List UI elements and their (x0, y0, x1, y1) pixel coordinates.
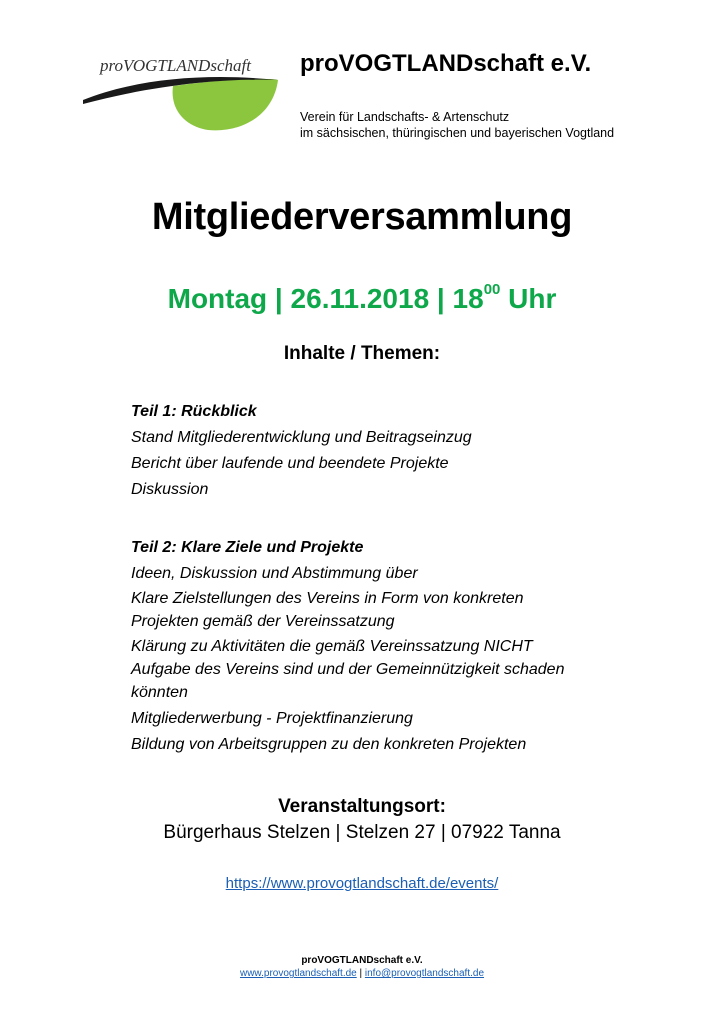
footer-separator: | (359, 968, 363, 979)
event-date-prefix: Montag | 26.11.2018 | 18 (167, 283, 484, 314)
list-item-line: könnten (131, 684, 188, 701)
agenda-part-2-heading: Teil 2: Klare Ziele und Projekte (131, 539, 364, 556)
page-title: Mitgliederversammlung (151, 196, 573, 238)
list-item: Diskussion (131, 481, 209, 498)
org-tagline-2: im sächsischen, thüringischen und bayerischen Vogtland (300, 126, 615, 140)
event-time-minutes: 00 (483, 281, 501, 298)
topics-heading: Inhalte / Themen: (283, 343, 441, 364)
event-date-time (0, 283, 724, 315)
events-link[interactable]: https://www.provogtlandschaft.de/events/ (225, 875, 499, 892)
org-name: proVOGTLANDschaft e.V. (300, 50, 592, 77)
footer-website-link[interactable]: www.provogtlandschaft.de (239, 968, 357, 979)
footer-org-name: proVOGTLANDschaft e.V. (301, 955, 423, 966)
agenda-part-1-heading: Teil 1: Rückblick (131, 403, 257, 420)
list-item: Bildung von Arbeitsgruppen zu den konkreten Projekten (131, 736, 527, 753)
events-url-container (0, 875, 724, 892)
list-item: Ideen, Diskussion und Abstimmung über (131, 565, 418, 582)
list-item: Stand Mitgliederentwicklung und Beitragseinzug (131, 429, 472, 446)
list-item-line: Klärung zu Aktivitäten die gemäß Vereinssatzung NICHT (131, 638, 533, 655)
list-item: Bericht über laufende und beendete Projekte (131, 455, 449, 472)
list-item-line: Aufgabe des Vereins sind und der Gemeinnützigkeit schaden (131, 661, 565, 678)
list-item (131, 587, 651, 633)
footer-email-link[interactable]: info@provogtlandschaft.de (364, 968, 485, 979)
list-item (131, 635, 651, 704)
footer-links (0, 968, 724, 979)
list-item: Mitgliederwerbung - Projektfinanzierung (131, 710, 413, 727)
venue-address: Bürgerhaus Stelzen | Stelzen 27 | 07922 Tanna (163, 822, 561, 843)
list-item-line: Projekten gemäß der Vereinssatzung (131, 613, 395, 630)
logo-text: proVOGTLANDschaft (100, 56, 251, 75)
event-time-suffix: Uhr (500, 283, 557, 314)
venue-label: Veranstaltungsort: (278, 796, 446, 817)
list-item-line: Klare Zielstellungen des Vereins in Form von konkreten (131, 590, 524, 607)
agenda-part-1 (131, 399, 651, 503)
org-tagline-1: Verein für Landschafts- & Artenschutz (300, 110, 510, 124)
agenda-part-2 (131, 535, 651, 758)
